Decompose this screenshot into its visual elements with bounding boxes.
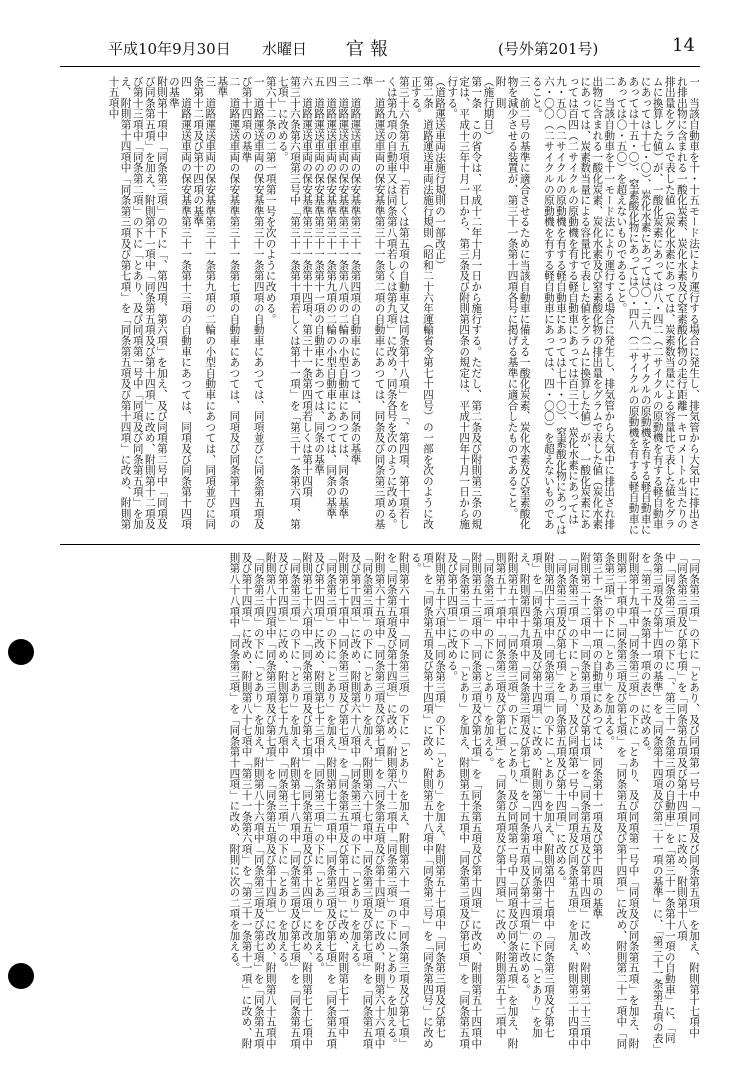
paragraph: 二 当該自動車を十一モード法により運行する場合に発生し、排気管から大気中に排出され排出物に含まれる一酸化炭素、炭化水素及び窒素酸化物の排出量をグラムで表した値（炭化水素にあっては、炭素数当量による容量比で表した値をグラムに換算した値）が、一酸化炭素にあっては百四（二サイクルの原動機を有する軽自動車にあっては百三十）、炭化水素にあっては九・五〇（二サイクルの原動機を有する軽自動車にあっては七十・〇）、窒素酸化物にあっては六・〇〇（二サイクルの原動機を有する軽自動車にあっては、四・〇〇）を超えないものであること。 [530, 76, 616, 536]
paragraph: 附則第十項中「同条第三項」の下に「、第四項、第六項」を加え、及び同項第二号中「同項及び同条第五項」を加え、附則第十一項中「同条第五項及び第十四項」に改め、附則第十二項及び第十三項中「同条第二項」の下に「とあり、及び同項第一号中「同項及び同条第五項」を加え、附則第十四項中「同条第三項及び第七項」を「同条第五項及び第十四項」に改め、附則第十五項中 [107, 76, 168, 530]
paragraph: 附則第七十六項中「同条第三項及び第七項」を「同条第五項及び第十四項」に改め、附則第七十七項中「同条第三項」の下に「とあり」を加え、附則第七十八項中「同条第三項及び第七項」を「同条第五項及び第十四項」に改め、附則第七十九項中「同条第三項」の下に「とあり」を加える。 [276, 552, 313, 1049]
paragraph: 第三十六条第五項中「若しくは第五項の自動車又は同条第十八項」を「、第四項、第十項若しくは第九項の自動車又は同条第八項若しくは第九項」に改め、同条各号を次のように改める。 [385, 76, 410, 530]
page-number: 14 [672, 35, 695, 56]
paragraph: （施行期日） [482, 76, 495, 141]
paragraph: 附則第六十五項中「同条第三項及び第七項」を「同条第五項及び第十四項」に改め、附則第六十六項中「同条第三項」の下に「とあり」を加え、附則第六十七項中「同条第三項及び第七項」を「同条第五項及び第十四項」に改め、附則第六十八項中「同条第三項」の下に「とあり」を加える。 [349, 552, 386, 1049]
gazette-title: 官報 [346, 39, 394, 60]
paragraph: 附則第六十項中「同条第三項」の下に「とあり」を加え、附則第六十一項中「同条第三項及び第七項」を「同条第五項及び第十四項」に改め、附則第六十二項中「同条第三項」の下に「とあり」を加える。 [385, 552, 410, 1049]
paragraph: 二 道路運送車両の保安基準第三十一条第四項の自動車にあつては、同条の基準 [349, 76, 362, 465]
paragraph: 六 道路運送車両の保安基準第三十一条第十四項、第三十一条第四項若しくは第十四項 [301, 76, 313, 498]
upper-vertical-text [60, 76, 700, 538]
binding-hole-mark [8, 963, 34, 989]
paragraph: 二 道路運送車両の保安基準第三十一条第七項の自動車にあつては、同項及び同条第十四項の基準 [216, 76, 241, 530]
section-divider [60, 544, 700, 545]
paragraph: 五 道路運送車両の保安基準第三十一条第十一項の自動車にあつては、同条の基準 [313, 76, 326, 476]
issue-weekday: 水曜日 [262, 40, 308, 58]
paragraph: 附 則 [494, 76, 507, 109]
paragraph: 附則第十九項中「同条第三項」の下に「とあり、及び同項第一号中「同項及び同条第五項」を加え、附則第二十項中「同条第三項及び第七項」を「同条第五項及び第十四項」に改め、附則第二十一項中「同条第三項」の下に「とあり」を加える。 [603, 552, 640, 1049]
paragraph: 四 道路運送車両の保安基準第三十一条第十三項の自動車にあつては、同項及び同条第十四項の基準 [167, 76, 193, 530]
issue-date: 平成10年9月30日 [108, 40, 231, 58]
upper-text-block [60, 76, 700, 538]
paragraph: 附則第四十六項中「同条第三項」の下に「とあり」を加え、附則第四十七項中「同条第三項及び第七項」を「同条第五項及び第十四項」に改め、附則第四十八項中「同条第三項」の下に「とあり」を加え、附則第四十九項中「同条第三項及び第七項」を「同条第五項及び第十四項」に改める。 [518, 552, 555, 1038]
lower-vertical-text [60, 552, 700, 1052]
page-header [0, 0, 756, 60]
paragraph: 附則第五十三項中「同条第三項及び第七項」を「同条第五項及び第十四項」に改め、附則第五十四項中「同条第三項」の下に「とあり」を加え、附則第五十五項中「同条第三項及び第七項」を「同条第五項及び第十四項」に改める。 [446, 552, 483, 1049]
paragraph: 「同条第三項」の下に「とあり、及び同項第一号中「同項及び同条第五項」を加え、附則第十七項中「同条第三項及び第七項」を「同条第五項及び第十四項」に改め、附則第十八項 [675, 552, 700, 1038]
paragraph: 四 道路運送車両の保安基準第三十一条第九項の二輪の小型自動車にあつては、同条の基準 [325, 76, 338, 519]
paragraph: 中「同条第三項」の下に「、第三十一条第三項の自動車」を「第三十一条第十一項の自動車」に、「同条第三項及び第十四項の基準」を「同条第十四項及び第二十一項の基準」に、「第三十一条第五項の表」を「第三十一条第十一項の表」に改める。 [639, 552, 676, 1049]
paragraph: 一 当該自動車を十・十五モード法により運行する場合に発生し、排気管から大気中に排出され排出物に含まれる一酸化炭素、炭化水素及び窒素酸化物の走行距離一キロメートル当たりの排出量をグラムで表した値（炭化水素にあっては、炭素数当量による容量比で表した値をグラムに換算した値）が、一酸化炭素にあっては八・四二（二サイクルの原動機を有する軽自動車にあっては十七・〇）、炭化水素にあっては〇・三九（二サイクルの原動機を有する軽自動車にあっては十五・〇）、窒素酸化物にあっては〇・四八（二サイクルの原動機を有する軽自動車にあっては〇・五〇）を超えないものであること。 [615, 76, 700, 536]
header-rule [60, 66, 700, 67]
paragraph: 第三十六条第六項第三号中「第三十一条第十項若しくは第十一項」を「第三十一条第六項、第七項」に改める。 [276, 76, 301, 530]
paragraph: 第三十一条第十一項の自動車にあつては、同条第十一項及び第十四項の基準 [591, 552, 604, 920]
paragraph: 附則第五十項中「同条第三項」の下に「とあり、及び同項第一号中「同項及び同条第五項」を加え、附則第五十一項中「同条第三項及び第七項」を「同条第五項及び第十四項」に改め、附則第五十二項中「同条第三項」の下に「とあり」を加える。 [482, 552, 519, 1049]
paragraph: 第一条 この省令は、平成十二年十月一日から施行する。ただし、第二条及び附則第三条の規定は、平成十三年十月一日から、第三条及び附則第四条の規定は、平成十四年十月一日から施行する。 [446, 76, 483, 530]
paragraph: 第二条 道路運送車両法施行規則（昭和二十六年運輸省令第七十四号）の一部を次のように改正する。 [409, 76, 434, 530]
paragraph: （道路運送車両法施行規則の一部改正） [434, 76, 447, 271]
paragraph: 第六十二条の二第一項第一号を次のように改める。 [264, 76, 277, 325]
paragraph: 三 道路運送車両の保安基準第三十一条第九項の二輪の小型自動車にあつては、同項並びに同条第十二項及び第十四項の基準 [192, 76, 217, 530]
binding-hole-mark [8, 639, 34, 665]
paragraph: 附則第二十二項中「同条第三項及び第七項」を「同条第五項及び第十四項」に改め、附則第二十三項中「同条第三項」の下に「とあり、及び同項第一号中「同項及び同条第五項」を加え、附則第二十四項中「同条第三項及び第七項」を「同条第五項及び第十四項」に改める。 [554, 552, 592, 1049]
issue-number: (号外第201号) [498, 40, 599, 58]
paragraph: 一 道路運送車両の保安基準第三十一条第二項の自動車にあつては、同条及び同条第三項の基準 [361, 76, 386, 530]
paragraph: 一 道路運送車両の保安基準第三十一条第四項の自動車にあつては、同項並びに同条第五項及び第十四項の基準 [240, 76, 265, 530]
paragraph: 三 道路運送車両の保安基準第三十一条第八項の二輪の小型自動車にあつては、同条の基準 [337, 76, 350, 519]
paragraph: 附則第五十六項中「同条第三項」の下に「とあり」を加え、附則第五十七項中「同条第三項及び第七項」を「同条第五項及び第十四項」に改め、附則第五十八項中「同条第二号」を「同条第四号」に改める。 [409, 552, 447, 1049]
lower-text-block [60, 552, 700, 1052]
paragraph: 三 前二号の基準に適合させるために当該自動車に備える一酸化炭素、炭化水素及び窒素酸化物を減少させる装置が、第三十一条第十四項各号に掲げる基準に適合したものであること。 [506, 76, 531, 530]
paragraph: 附則第八十四項中「同条第三項及び第七項」を「同条第五項及び第十四項」に改め、附則第八十五項中「同条第三項」の下に「とあり」を加え、附則第八十六項中「同条第三項及び第七項」を「同条第五項及び第十四項」に改め、附則第八十七項中「第三十一条第六項」を「第三十一条第十一項」に改め、附則第八十八項中「同条第三項」を「同条第十四項」に改め、附則に次の二項を加える。 [228, 552, 277, 1049]
paragraph: 附則第七十項中「同条第三項及び第七項」を「同条第五項及び第十四項」に改め、附則第七十一項中「同条第三項」の下に「とあり」を加え、附則第七十二項中「同条第三項及び第七項」を「同条第五項及び第十四項」に改め、附則第七十三項中「同条第三項」の下に「とあり」を加える。 [313, 552, 350, 1049]
